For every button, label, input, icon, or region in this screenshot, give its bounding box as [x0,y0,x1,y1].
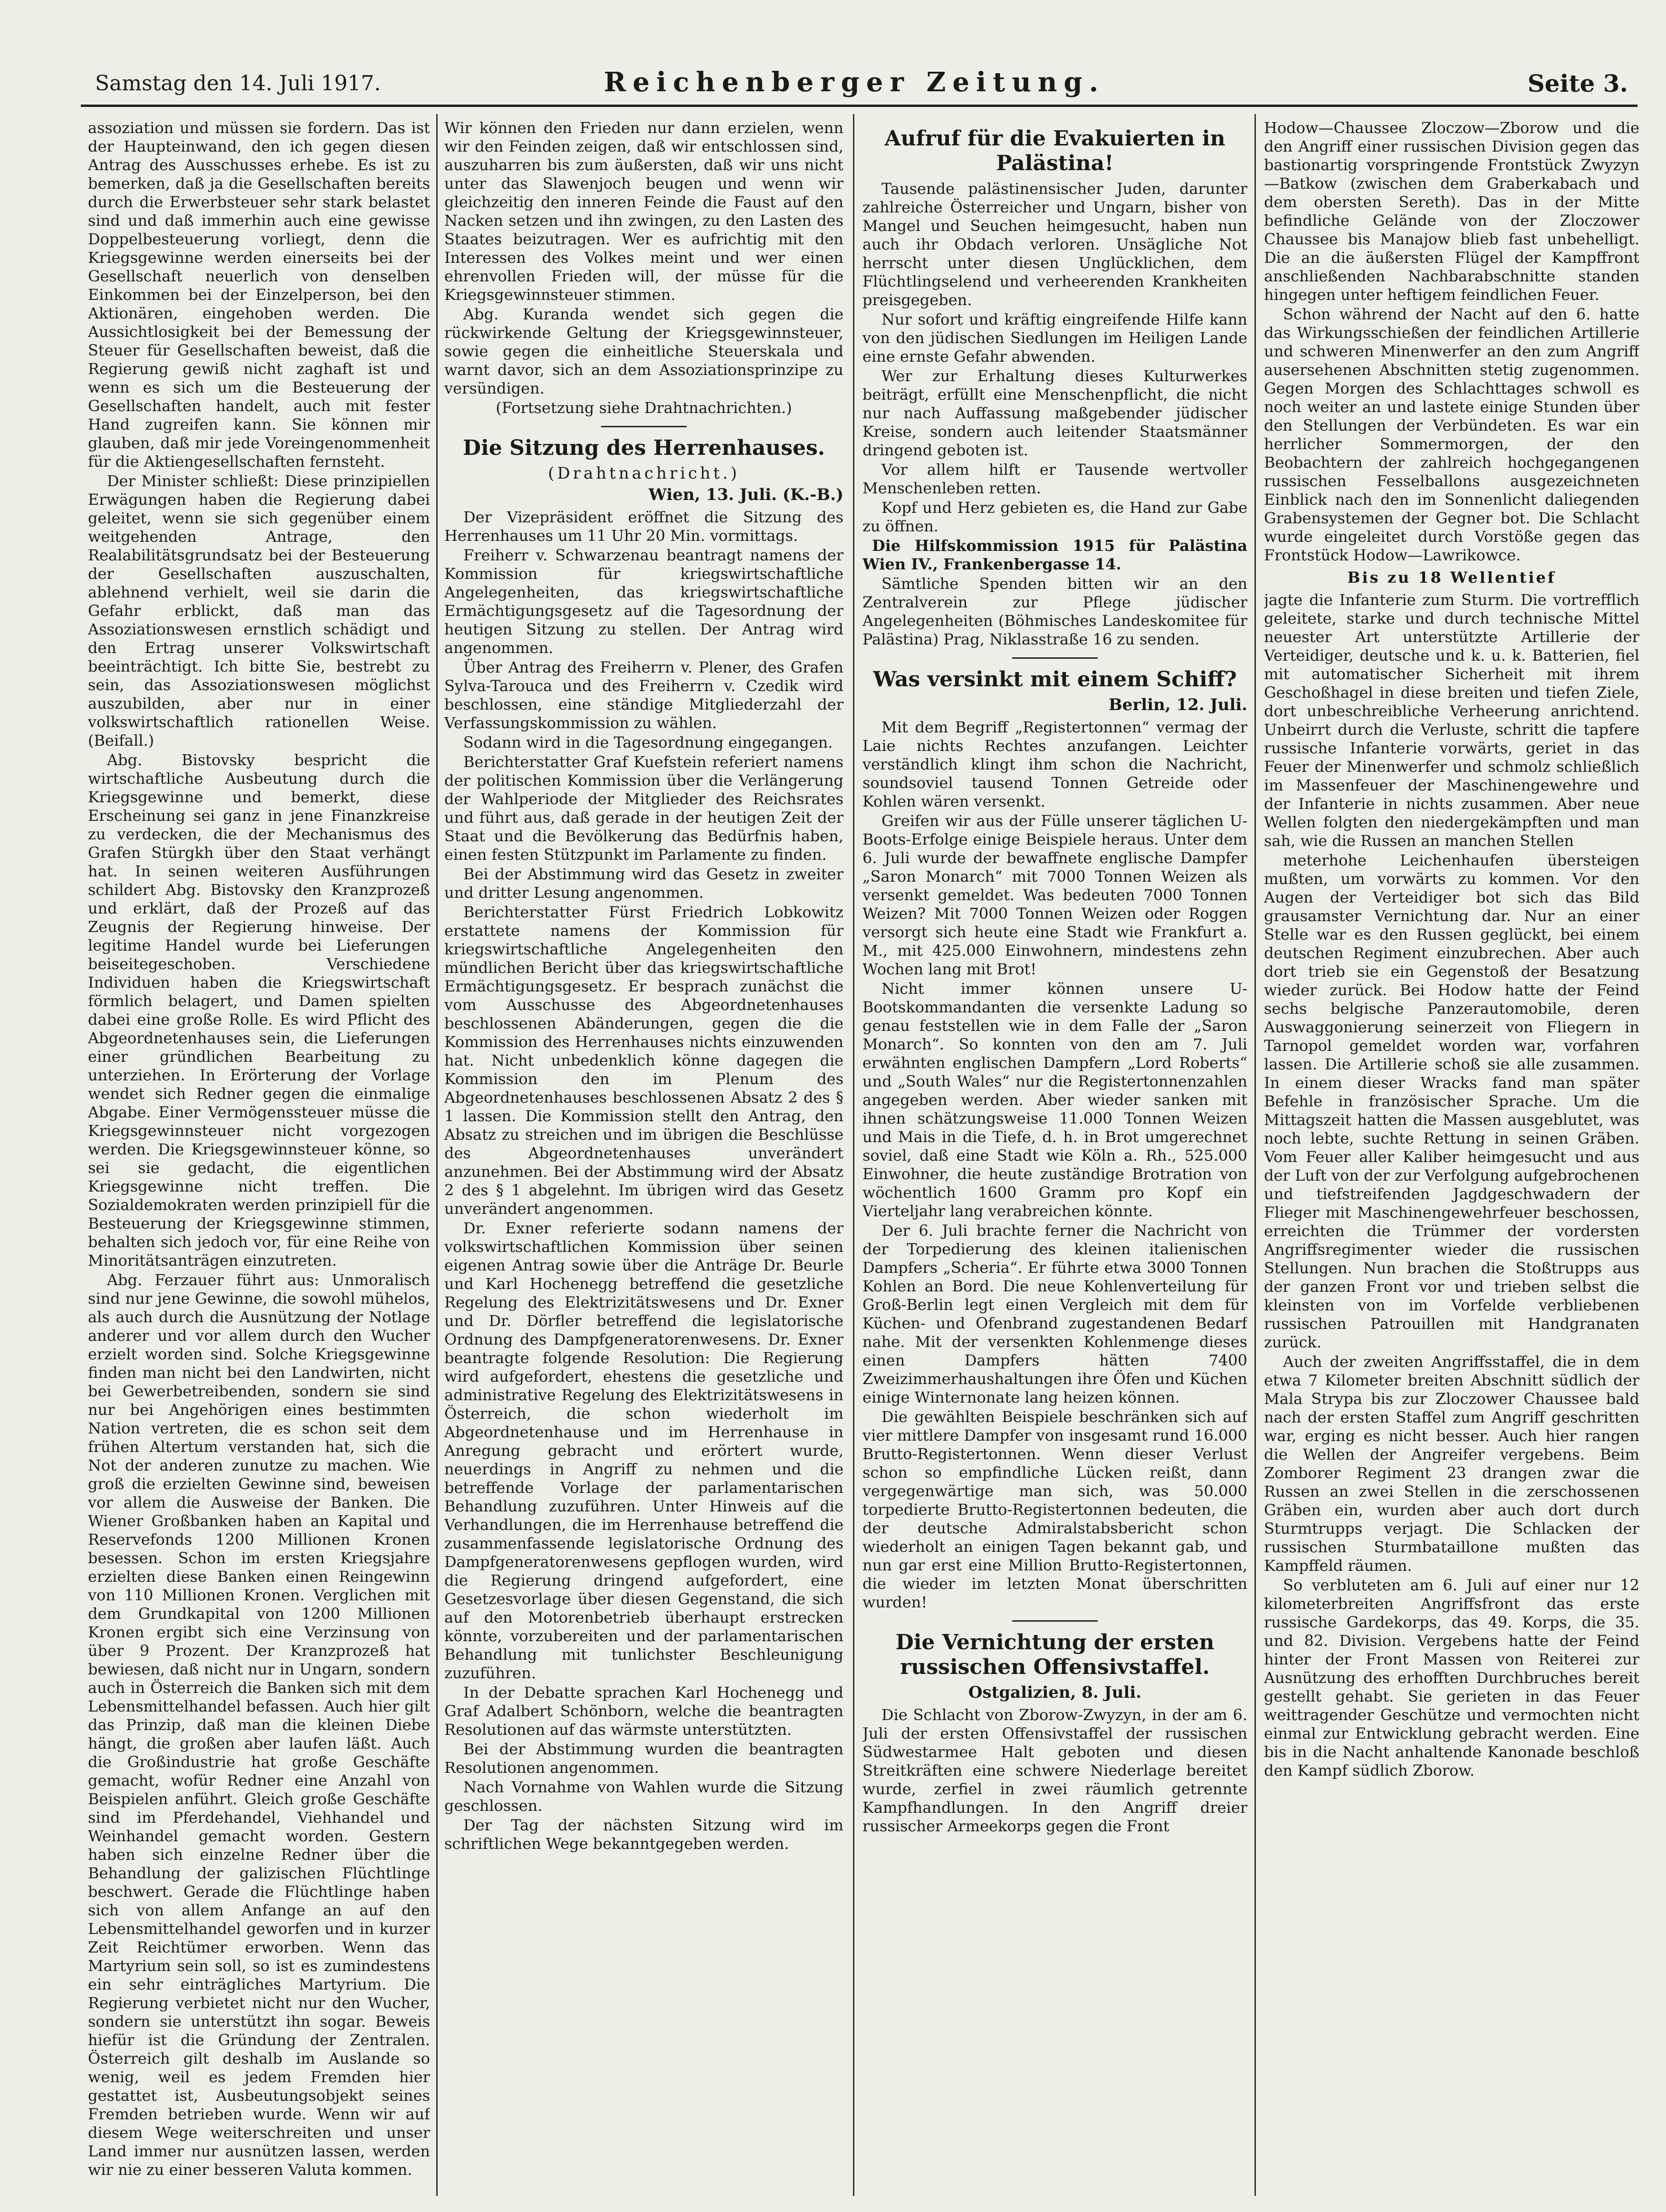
paragraph: Die gewählten Beispiele beschränken sich auf vier mittlere Dampfer von insgesamt rund 16.000 Brutto-Registertonnen. Wenn dieser Verlust schon so empfindliche Lücken reißt, dann vergegenwärtige man sich, was 50.000 torpedierte Brutto-Registertonnen bedeuten, die der deutsche Admiralstabsbericht schon wiederholt an einigen Tagen bekannt gab, und nun gar erst eine Million Brutto-Registertonnen, die wieder im letzten Monat überschritten wurden! [862,1408,1247,1611]
column-3 [862,119,1247,2191]
paragraph: Dr. Exner referierte sodann namens der volkswirtschaftlichen Kommission über seinen eigenen Antrag sowie über die Anträge Dr. Beurle und Karl Hochenegg betreffend die gesetzliche Regelung des Elektrizitätswesens und Dr. Exner und Dr. Dörfler betreffend die legislatorische Ordnung des Dampfgeneratorenwesens. Dr. Exner beantragte folgende Resolution: Die Regierung wird aufgefordert, ehestens die gesetzliche und administrative Regelung des Elektrizitätswesens in Österreich, die schon wiederholt im Abgeordnetenhause und im Herrenhause in Anregung gebracht und erörtert wurde, neuerdings in Angriff zu nehmen und die betreffende Vorlage der parlamentarischen Behandlung zuzuführen. Unter Hinweis auf die Verhandlungen, die im Herrenhause betreffend die zusammenfassende legislatorische Ordnung des Dampfgeneratorenwesens gepflogen wurden, wird die Regierung dringend aufgefordert, eine Gesetzesvorlage über diesen Gegenstand, die sich auf den Motorenbetrieb überhaupt erstrecken könnte, vorzubereiten und der parlamentarischen Behandlung mit tunlichster Beschleunigung zuzuführen. [444,1219,843,1682]
column-2 [444,119,843,2191]
article-subtitle: (Drahtnachricht.) [548,464,740,483]
header-date: Samstag den 14. Juli 1917. [95,71,381,96]
paragraph: Abg. Kuranda wendet sich gegen die rückwirkende Geltung der Kriegsgewinnsteuer, sowie gegen die einheitliche Steuerskala und warnt davor, sich an dem Assoziationsprinzipe zu versündigen. [444,305,843,397]
article-title-herrenhaus: Die Sitzung des Herrenhauses. [462,436,825,460]
column-4 [1264,119,1639,2191]
paragraph: Der Vizepräsident eröffnet die Sitzung des Herrenhauses um 11 Uhr 20 Min. vormittags. [444,508,843,545]
separator [601,426,687,427]
paragraph: Der Minister schließt: Diese prinzipiellen Erwägungen haben die Regierung dabei geleitet, wenn sie sich gegenüber einem weitgehenden Antrage, den Realabilitätsgrundsatz bei der Besteuerung der Gesellschaften auszuschalten, ablehnend verhielt, weil sie darin die Gefahr erblickt, daß man das Assoziationswesen ernstlich schädigt und den Ertrag unserer Volkswirtschaft beeinträchtigt. Ich bitte Sie, bestrebt zu sein, das Assoziationswesen möglichst auszubilden, aber nur in einer volkswirtschaftlich rationellen Weise. (Beifall.) [88,472,430,750]
article-title-schiff: Was versinkt mit einem Schiff? [873,667,1237,692]
page-header [81,67,1628,100]
paragraph: Nicht immer können unsere U-Bootskommandanten die versenkte Ladung so genau feststellen wie in dem Falle der „Saron Monarch“. So konnten von den am 7. Juli erwähnten englischen Dampfern „Lord Roberts“ und „South Wales“ nur die Registertonnenzahlen angegeben werden. Aber wieder sanken mit ihnen schätzungsweise 11.000 Tonnen Weizen und Mais in die Tiefe, d. h. in Brot umgerechnet soviel, daß eine Stadt wie Köln a. Rh., 525.000 Einwohner, die heute zuständige Brotration von wöchentlich 1600 Gramm pro Kopf ein Vierteljahr lang verabreichen könnte. [862,980,1247,1220]
paragraph: In der Debatte sprachen Karl Hochenegg und Graf Adalbert Schönborn, welche die beantragten Resolutionen auf das wärmste unterstützten. [444,1683,843,1739]
article-title-offensivstaffel-1: Die Vernichtung der ersten [895,1630,1215,1654]
page-number: Seite 3. [1527,69,1628,97]
paragraph: Der Tag der nächsten Sitzung wird im schriftlichen Wege bekanntgegeben werden. [444,1816,843,1853]
separator [1012,1620,1098,1622]
paragraph: Nach Vornahme von Wahlen wurde die Sitzung geschlossen. [444,1778,843,1815]
article-title-offensivstaffel-2: russischen Offensivstaffel. [900,1655,1210,1679]
paragraph: Berichterstatter Fürst Friedrich Lobkowitz erstattete namens der Kommission für kriegswirtschaftliche Angelegenheiten den mündlichen Bericht über das kriegswirtschaftliche Ermächtigungsgesetz. Er besprach zunächst die vom Ausschusse des Abgeordnetenhauses beschlossenen Abänderungen, gegen die die Kommission des Herrenhauses nichts einzuwenden hat. Nicht unbedenklich könne dagegen die Kommission den im Plenum des Abgeordnetenhauses beschlossenen Absatz 2 des § 1 lassen. Die Kommission stellt den Antrag, den Absatz zu streichen und im übrigen die Beschlüsse des Abgeordnetenhauses unverändert anzunehmen. Bei der Abstimmung wird der Absatz 2 des § 1 abgelehnt. Im übrigen wird das Gesetz unverändert angenommen. [444,903,843,1218]
paragraph: Freiherr v. Schwarzenau beantragt namens der Kommission für kriegswirtschaftliche Angelegenheiten, das kriegswirtschaftliche Ermächtigungsgesetz auf die Tagesordnung der heutigen Sitzung zu stellen. Der Antrag wird angenommen. [444,546,843,657]
dateline: Wien, 13. Juli. (K.-B.) [648,485,843,504]
paragraph: Greifen wir aus der Fülle unserer täglichen U-Boots-Erfolge einige Beispiele heraus. Unter dem 6. Juli wurde der bewaffnete englische Dampfer „Saron Monarch“ mit 7000 Tonnen Weizen als versenkt gemeldet. Was bedeuten 7000 Tonnen Weizen? Mit 7000 Tonnen Weizen oder Roggen versorgt sich heute eine Stadt wie Frankfurt a. M., mit 425.000 Einwohnern, mindestens zehn Wochen lang mit Brot! [862,812,1247,978]
article-title-aufruf: Aufruf für die Evakuierten in Palästina! [884,126,1226,175]
signature: Die Hilfskommission 1915 für Palästina Wien IV., Frankenbergasse 14. [862,537,1247,573]
paragraph: Hodow—Chaussee Zloczow—Zborow und die den Angriff einer russischen Division gegen das bastionartig vorspringende Frontstück Zwyzyn—Batkow (zwischen dem Graberkabach und dem obersten Sereth). Das in der Mitte befindliche Gelände von der Zloczower Chaussee bis Manajow blieb fast unbehelligt. Die an die äußersten Flügel der Kampffront anschließenden Nachbarabschnitte standen hingegen unter heftigem feindlichen Feuer. [1264,119,1639,304]
paragraph: Wer zur Erhaltung dieses Kulturwerkes beiträgt, erfüllt eine Menschenpflicht, die nicht nur nach Auffassung maßgebender jüdischer Kreise, sondern auch leitender Staatsmänner dringend geboten ist. [862,367,1247,459]
paragraph: Kopf und Herz gebieten es, die Hand zur Gabe zu öffnen. [862,499,1247,535]
paragraph: Schon während der Nacht auf den 6. hatte das Wirkungsschießen der feindlichen Artillerie und schweren Minenwerfer an den zum Angriff ausersehenen Abschnitten stetig zugenommen. Gegen Morgen des Schlachttages schwoll es noch weiter an und lastete einige Stunden über den Stellungen der Verbündeten. Es war ein herrlicher Sommermorgen, der den Beobachtern der zahlreich hochgegangenen russischen Fesselballons ausgezeichneten Einblick nach den im Sonnenlicht daliegenden Grabensystemen der Gegner bot. Die Schlacht wurde eingeleitet durch Vorstöße gegen das Frontstück Hodow—Lawrikowce. [1264,305,1639,564]
paragraph: Tausende palästinensischer Juden, darunter zahlreiche Österreicher und Ungarn, bisher von Mangel und Seuchen heimgesucht, haben nun auch ihr Obdach verloren. Unsägliche Not herrscht unter diesen Unglücklichen, dem Flüchtlingselend und verheerenden Krankheiten preisgegeben. [862,180,1247,309]
dateline: Berlin, 12. Juli. [1109,695,1247,714]
subheading: Bis zu 18 Wellentief [1347,568,1556,587]
paragraph: Die Schlacht von Zborow-Zwyzyn, in der am 6. Juli der ersten Offensivstaffel der russischen Südwestarmee Halt geboten und diesen Streitkräften eine schwere Niederlage bereitet wurde, zerfiel in zwei räumlich getrennte Kampfhandlungen. In den Angriff dreier russischer Armeekorps gegen die Front [862,1706,1247,1835]
column-divider [436,114,438,2196]
paragraph: Berichterstatter Graf Kuefstein referiert namens der politischen Kommission über die Verlängerung der Wahlperiode der Mitglieder des Reichsrates und führt aus, daß gerade in der heutigen Zeit der Staat und die Bevölkerung das Bedürfnis haben, einen festen Stützpunkt im Parlamente zu finden. [444,753,843,864]
paragraph: So verbluteten am 6. Juli auf einer nur 12 kilometerbreiten Angriffsfront das erste russische Gardekorps, das 49. Korps, die 35. und 82. Division. Vergebens hatte der Feind hinter der Front Massen von Reiterei zur Ausnützung des erhofften Durchbruches bereit gestellt gehabt. Sie gerieten in das Feuer weittragender Geschütze und vermochten nicht einmal zur Entwicklung gebracht werden. Eine bis in die Nacht anhaltende Kanonade beschloß den Kampf südlich Zborow. [1264,1576,1639,1779]
paragraph: assoziation und müssen sie fordern. Das ist der Haupteinwand, den ich gegen diesen Antrag des Ausschusses erhebe. Es ist zu bemerken, daß ja die Gesellschaften bereits durch die Erwerbsteuer sehr stark belastet sind und daß immerhin auch eine gewisse Doppelbesteuerung vorliegt, denn die Kriegsgewinne werden einerseits bei der Gesellschaft neuerlich von denselben Einkommen bei der Einzelperson, bei den Aktionären, eingehoben werden. Die Aussichtlosigkeit bei der Bemessung der Steuer für Gesellschaften beweist, daß die Regierung gewiß nicht zaghaft ist und wenn es sich um die Besteuerung der Gesellschaften handelt, auch mit fester Hand zugreifen kann. Sie können mir glauben, daß mir jede Voreingenommenheit für die Aktiengesellschaften fernsteht. [88,119,430,471]
header-rule [81,105,1637,107]
paragraph: Über Antrag des Freiherrn v. Plener, des Grafen Sylva-Tarouca und des Freiherrn v. Czedik wird beschlossen, eine ständige Mitgliederzahl der Verfassungskommission zu wählen. [444,658,843,732]
paragraph: Nur sofort und kräftig eingreifende Hilfe kann von den jüdischen Siedlungen im Heiligen Lande eine ernste Gefahr abwenden. [862,310,1247,365]
newspaper-title: Reichenberger Zeitung. [603,67,1105,98]
paragraph: Auch der zweiten Angriffsstaffel, die in dem etwa 7 Kilometer breiten Abschnitt südlich der Mala Strypa bis zur Zloczower Chaussee bald nach der ersten Staffel zum Angriff geschritten war, erging es nicht besser. Auch hier rangen die Wellen der Angreifer vergebens. Beim Zomborer Regiment 23 drangen zwar die Russen an zwei Stellen in die zerschossenen Gräben ein, wurden aber auch dort durch Sturmtrupps verjagt. Die Schlacken der russischen Sturmbataillone mußten das Kampffeld räumen. [1264,1353,1639,1575]
column-1 [88,119,430,2191]
paragraph: jagte die Infanterie zum Sturm. Die vortrefflich geleitete, starke und durch technische Mittel neuester Art unterstützte Artillerie der Verteidiger, deutsche und k. u. k. Batterien, fiel mit automatischer Sicherheit mit ihrem Geschoßhagel in diese breiten und tiefen Ziele, dort unbeschreibliche Verheerung anrichtend. Unbeirrt durch die Verluste, schritt die tapfere russische Infanterie vorwärts, geriet in das Feuer der Minenwerfer und schmolz schließlich im Massenfeuer der Maschinengewehre und der Infanterie in nichts zusammen. Aber neue Wellen folgten den niedergekämpften und man sah, wie die Russen an manchen Stellen [1264,591,1639,850]
paragraph: Sämtliche Spenden bitten wir an den Zentralverein zur Pflege jüdischer Angelegenheiten (Böhmisches Landeskomitee für Palästina) Prag, Niklasstraße 16 zu senden. [862,575,1247,648]
paragraph: Bei der Abstimmung wurden die beantragten Resolutionen angenommen. [444,1740,843,1777]
column-divider [853,114,854,2196]
continuation-note: (Fortsetzung siehe Drahtnachrichten.) [496,399,792,417]
paragraph: Der 6. Juli brachte ferner die Nachricht von der Torpedierung des kleinen italienischen Dampfers „Scheria“. Er führte etwa 3000 Tonnen Kohlen an Bord. Die neue Kohlenverteilung für Groß-Berlin legt einen Vergleich mit dem für Küchen- und Ofenbrand zugestandenen Bedarf nahe. Mit der versenkten Kohlenmenge dieses einen Dampfers hätten 7400 Zweizimmerhaushaltungen ihre Öfen und Küchen einige Winternonate lang heizen können. [862,1221,1247,1406]
paragraph: meterhohe Leichenhaufen übersteigen mußten, um vorwärts zu kommen. Vor den Augen der Verteidiger bot sich das Bild grausamster Vernichtung dar. Nur an einer Stelle war es den Russen geglückt, bei einem deutschen Regiment einzubrechen. Aber auch dort trieb sie ein Gegenstoß der Besatzung wieder zurück. Bei Hodow hatte der Feind sechs belgische Panzerautomobile, deren Auswaggonierung seinerzeit von Fliegern in Tarnopol gemeldet worden war, vorfahren lassen. Die Artillerie schoß sie alle zusammen. In einem dieser Wracks fand man später Befehle in französischer Sprache. Um die Mittagszeit hatten die Massen ausgeblutet, was noch lebte, suchte Rettung in seinen Gräben. Vom Feuer aller Kaliber heimgesucht und aus der Luft von der zur Verfolgung aufgebrochenen und tiefstreifenden Jagdgeschwadern der Flieger mit Maschinengewehrfeuer beschossen, erreichten die Trümmer der vordersten Angriffsregimenter wieder die russischen Stellungen. Nun brachen die Stoßtrupps aus der ganzen Front vor und trieben selbst die kleinsten von im Vorfelde verbliebenen russischen Patrouillen mit Handgranaten zurück. [1264,851,1639,1351]
column-divider [1254,114,1256,2196]
paragraph: Vor allem hilft er Tausende wertvoller Menschenleben retten. [862,461,1247,497]
paragraph: Abg. Bistovsky bespricht die wirtschaftliche Ausbeutung durch die Kriegsgewinne und bemerkt, diese Erscheinung sei ganz in jene Finanzkreise zu verdecken, die der Mechanismus des Grafen Stürgkh über den Staat verhängt hat. In seinen weiteren Ausführungen schildert Abg. Bistovsky den Kranzprozeß und erklärt, daß der Prozeß auf das Zeugnis der Regierung hinweise. Der legitime Handel wurde bei Lieferungen beiseitegeschoben. Verschiedene Individuen haben die Kriegswirtschaft förmlich belagert, und Damen spielten dabei eine große Rolle. Es wird Pflicht des Abgeordnetenhauses sein, die Lieferungen einer gründlichen Bearbeitung zu unterziehen. In Erörterung der Vorlage wendet sich Redner gegen die einmalige Abgabe. Einer Vermögenssteuer müsse die Kriegsgewinnsteuer nicht vorgezogen werden. Die Kriegsgewinnsteuer könne, so sei sie gedacht, die eigentlichen Kriegsgewinne nicht treffen. Die Sozialdemokraten werden prinzipiell für die Besteuerung der Kriegsgewinne stimmen, behalten sich jedoch vor, für eine Reihe von Minoritätsanträgen einzutreten. [88,751,430,1269]
separator [1012,657,1098,659]
paragraph: Abg. Ferzauer führt aus: Unmoralisch sind nur jene Gewinne, die sowohl mühelos, als auch durch die Ausnützung der Notlage anderer und vor allem durch den Wucher erzielt worden sind. Solche Kriegsgewinne finden man nicht bei den Landwirten, nicht bei Gewerbetreibenden, sondern sie sind nur bei Angehörigen eines bestimmten Nation vertreten, die es schon seit dem frühen Altertum verstanden hat, sich die Not der anderen zunutze zu machen. Wie groß die erzielten Gewinne sind, beweisen vor allem die Ausweise der Banken. Die Wiener Großbanken haben an Kapital und Reservefonds 1200 Millionen Kronen besessen. Schon im ersten Kriegsjahre erzielten diese Banken einen Reingewinn von 110 Millionen Kronen. Verglichen mit dem Grundkapital von 1200 Millionen Kronen ergibt sich eine Verzinsung von über 9 Prozent. Der Kranzprozeß hat bewiesen, daß nicht nur in Ungarn, sondern auch in Österreich die Banken sich mit dem Lebensmittelhandel befassen. Auch hier gilt das Prinzip, daß man die kleinen Diebe hängt, die großen aber laufen läßt. Auch die Großindustrie hat große Geschäfte gemacht, wofür Redner eine Anzahl von Beispielen anführt. Gleich große Geschäfte sind im Pferdehandel, Viehhandel und Weinhandel gemacht worden. Gestern haben sich einzelne Redner über die Behandlung der galizischen Flüchtlinge beschwert. Gerade die Flüchtlinge haben sich von allem Anfange an auf den Lebensmittelhandel geworfen und in kurzer Zeit Reichtümer erworben. Wenn das Martyrium sein soll, so ist es zumindestens ein sehr einträgliches Martyrium. Die Regierung verbietet nicht nur den Wucher, sondern sie unterstützt ihn sogar. Beweis hiefür ist die Gründung der Zentralen. Österreich gilt deshalb im Auslande so wenig, weil es jedem Fremden hier gestattet ist, Ausbeutungsobjekt seines Fremden betrieben wurde. Wenn wir auf diesem Wege weiterschreiten und unser Land immer nur ausnützen lassen, werden wir nie zu einer besseren Valuta kommen. [88,1271,430,2179]
paragraph: Mit dem Begriff „Registertonnen“ vermag der Laie nichts Rechtes anzufangen. Leichter verständlich klingt ihm schon die Nachricht, soundsoviel tausend Tonnen Getreide oder Kohlen wären versenkt. [862,718,1247,810]
paragraph: Wir können den Frieden nur dann erzielen, wenn wir den Feinden zeigen, daß wir entschlossen sind, auszuharren bis zum äußersten, daß wir uns nicht unter das Slawenjoch beugen und wenn wir gleichzeitig den inneren Feinde die Faust auf den Nacken setzen und ihn zwingen, zu den Lasten des Staates beizutragen. Wer es aufrichtig mit den Interessen des Volkes meint und wer einen ehrenvollen Frieden will, der müsse für die Kriegsgewinnsteuer stimmen. [444,119,843,304]
paragraph: Sodann wird in die Tagesordnung eingegangen. [463,733,833,751]
paragraph: Bei der Abstimmung wird das Gesetz in zweiter und dritter Lesung angenommen. [444,865,843,902]
dateline: Ostgalizien, 8. Juli. [968,1683,1142,1702]
